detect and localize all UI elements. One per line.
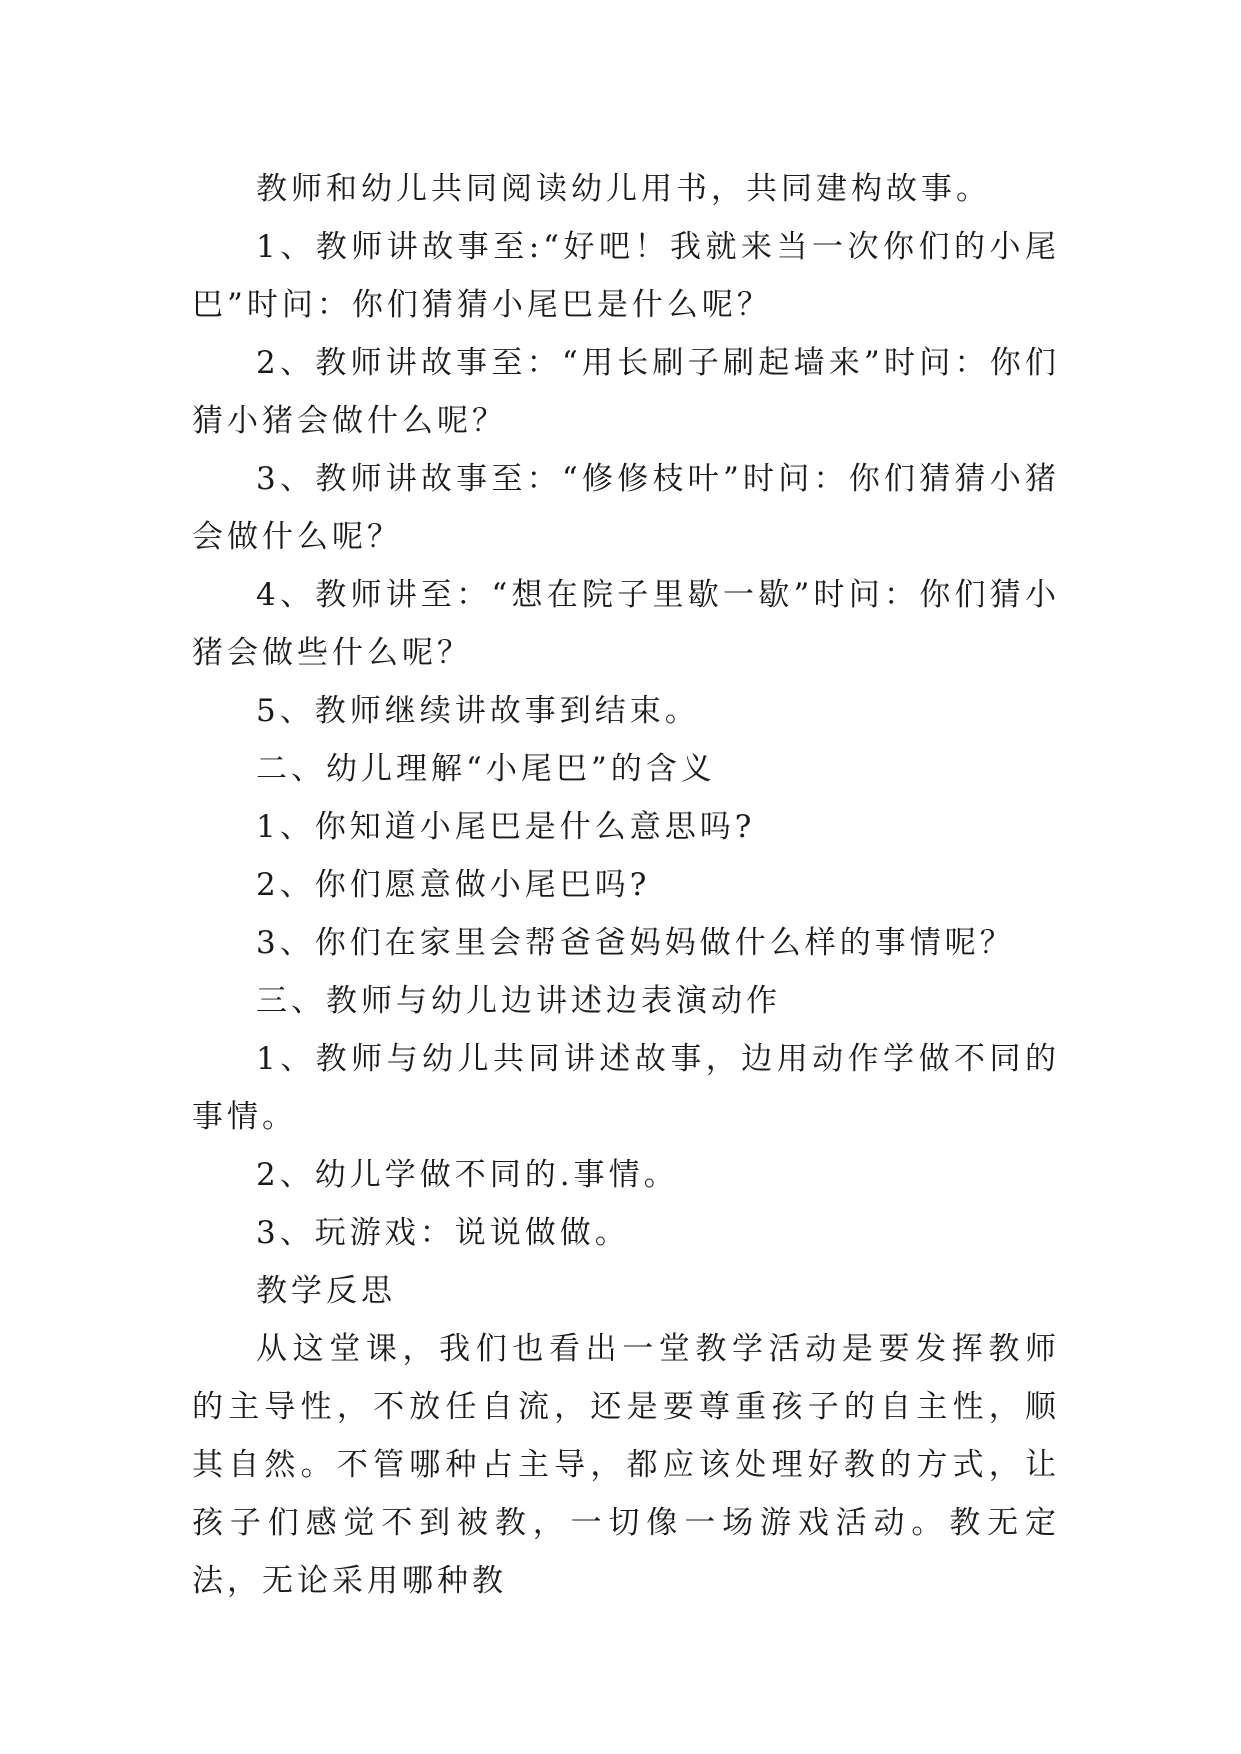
paragraph: 4、教师讲至：“想在院子里歇一歇”时问：你们猜小猪会做些什么呢？ bbox=[192, 577, 1060, 671]
paragraph: 5、教师继续讲故事到结束。 bbox=[256, 693, 700, 729]
section-heading: 二、幼儿理解“小尾巴”的含义 bbox=[256, 751, 716, 787]
paragraph: 3、教师讲故事至：“修修枝叶”时问：你们猜猜小猪会做什么呢？ bbox=[192, 461, 1060, 555]
paragraph: 2、教师讲故事至：“用长刷子刷起墙来”时问：你们猜小猪会做什么呢？ bbox=[192, 345, 1060, 439]
paragraph: 2、幼儿学做不同的.事情。 bbox=[256, 1157, 679, 1193]
paragraph: 从这堂课，我们也看出一堂教学活动是要发挥教师的主导性，不放任自流，还是要尊重孩子的自主性，顺其自然。不管哪种占主导，都应该处理好教的方式，让孩子们感觉不到被教，一切像一场游戏活动。教无定法，无论采用哪种教 bbox=[192, 1331, 1060, 1599]
paragraph: 3、你们在家里会帮爸爸妈妈做什么样的事情呢？ bbox=[256, 925, 1015, 961]
paragraph: 2、你们愿意做小尾巴吗? bbox=[256, 867, 651, 903]
paragraph: 教师和幼儿共同阅读幼儿用书，共同建构故事。 bbox=[256, 171, 991, 207]
paragraph: 1、你知道小尾巴是什么意思吗? bbox=[256, 809, 756, 845]
paragraph: 3、玩游戏：说说做做。 bbox=[256, 1215, 630, 1251]
section-heading: 三、教师与幼儿边讲述边表演动作 bbox=[256, 983, 781, 1019]
paragraph: 1、教师讲故事至:“好吧！我就来当一次你们的小尾巴”时问：你们猜猜小尾巴是什么呢？ bbox=[192, 229, 1060, 323]
document-body bbox=[192, 160, 1060, 1610]
paragraph: 1、教师与幼儿共同讲述故事，边用动作学做不同的事情。 bbox=[192, 1041, 1060, 1135]
section-heading: 教学反思 bbox=[256, 1273, 396, 1309]
